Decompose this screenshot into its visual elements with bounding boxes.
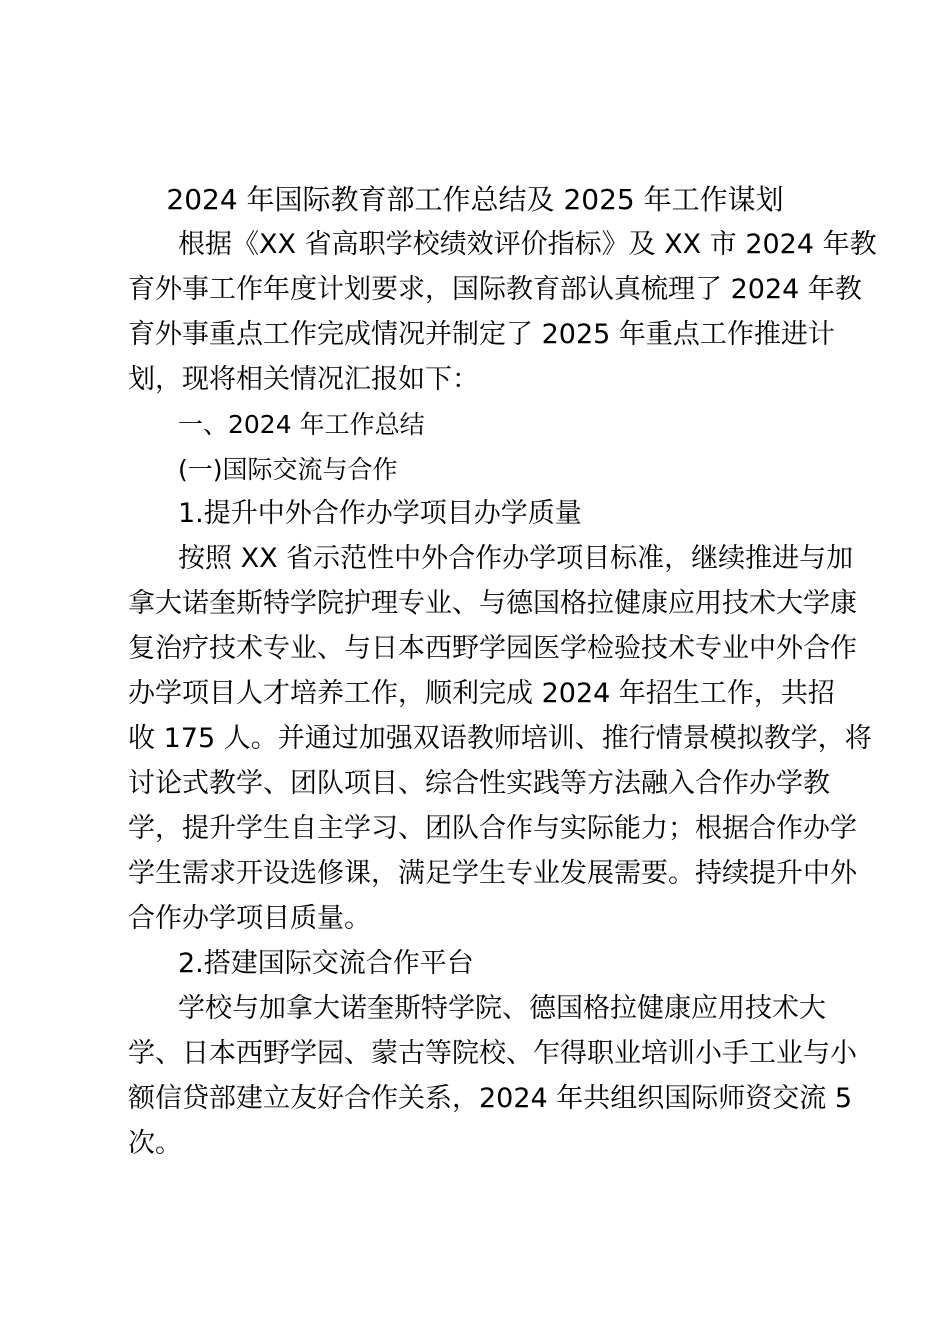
item-1-line-7: 学，提升学生自主学习、团队合作与实际能力；根据合作办学	[128, 813, 857, 844]
item-1-line-9: 合作办学项目质量。	[128, 903, 371, 934]
item-1-line-2: 拿大诺奎斯特学院护理专业、与德国格拉健康应用技术大学康	[128, 588, 857, 619]
intro-line-4: 划，现将相关情况汇报如下：	[128, 364, 479, 395]
intro-line-3: 育外事重点工作完成情况并制定了 2025 年重点工作推进计	[128, 319, 835, 350]
item-1-line-6: 讨论式教学、团队项目、综合性实践等方法融入合作办学教	[128, 768, 830, 799]
item-1-line-8: 学生需求开设选修课，满足学生专业发展需要。持续提升中外	[128, 858, 857, 889]
item-1-line-1: 按照 XX 省示范性中外合作办学项目标准，继续推进与加	[178, 543, 854, 574]
intro-line-1: 根据《XX 省高职学校绩效评价指标》及 XX 市 2024 年教	[178, 229, 877, 260]
item-1-line-4: 办学项目人才培养工作，顺利完成 2024 年招生工作，共招	[128, 678, 835, 709]
subsection-heading: (一)国际交流与合作	[178, 455, 398, 484]
item-1-line-5: 收 175 人。并通过加强双语教师培训、推行情景模拟教学，将	[128, 723, 872, 754]
item-2-heading: 2.搭建国际交流合作平台	[178, 948, 474, 979]
item-1-heading: 1.提升中外合作办学项目办学质量	[178, 498, 582, 529]
section-heading: 一、2024 年工作总结	[178, 410, 425, 439]
item-2-line-2: 学、日本西野学园、蒙古等院校、乍得职业培训小手工业与小	[128, 1038, 857, 1069]
item-2-line-1: 学校与加拿大诺奎斯特学院、德国格拉健康应用技术大	[178, 993, 826, 1024]
item-1-line-3: 复治疗技术专业、与日本西野学园医学检验技术专业中外合作	[128, 633, 857, 664]
item-2-line-4: 次。	[128, 1128, 182, 1159]
document-title: 2024 年国际教育部工作总结及 2025 年工作谋划	[166, 183, 784, 216]
intro-line-2: 育外事工作年度计划要求，国际教育部认真梳理了 2024 年教	[128, 274, 862, 305]
item-2-line-3: 额信贷部建立友好合作关系，2024 年共组织国际师资交流 5	[128, 1083, 853, 1114]
